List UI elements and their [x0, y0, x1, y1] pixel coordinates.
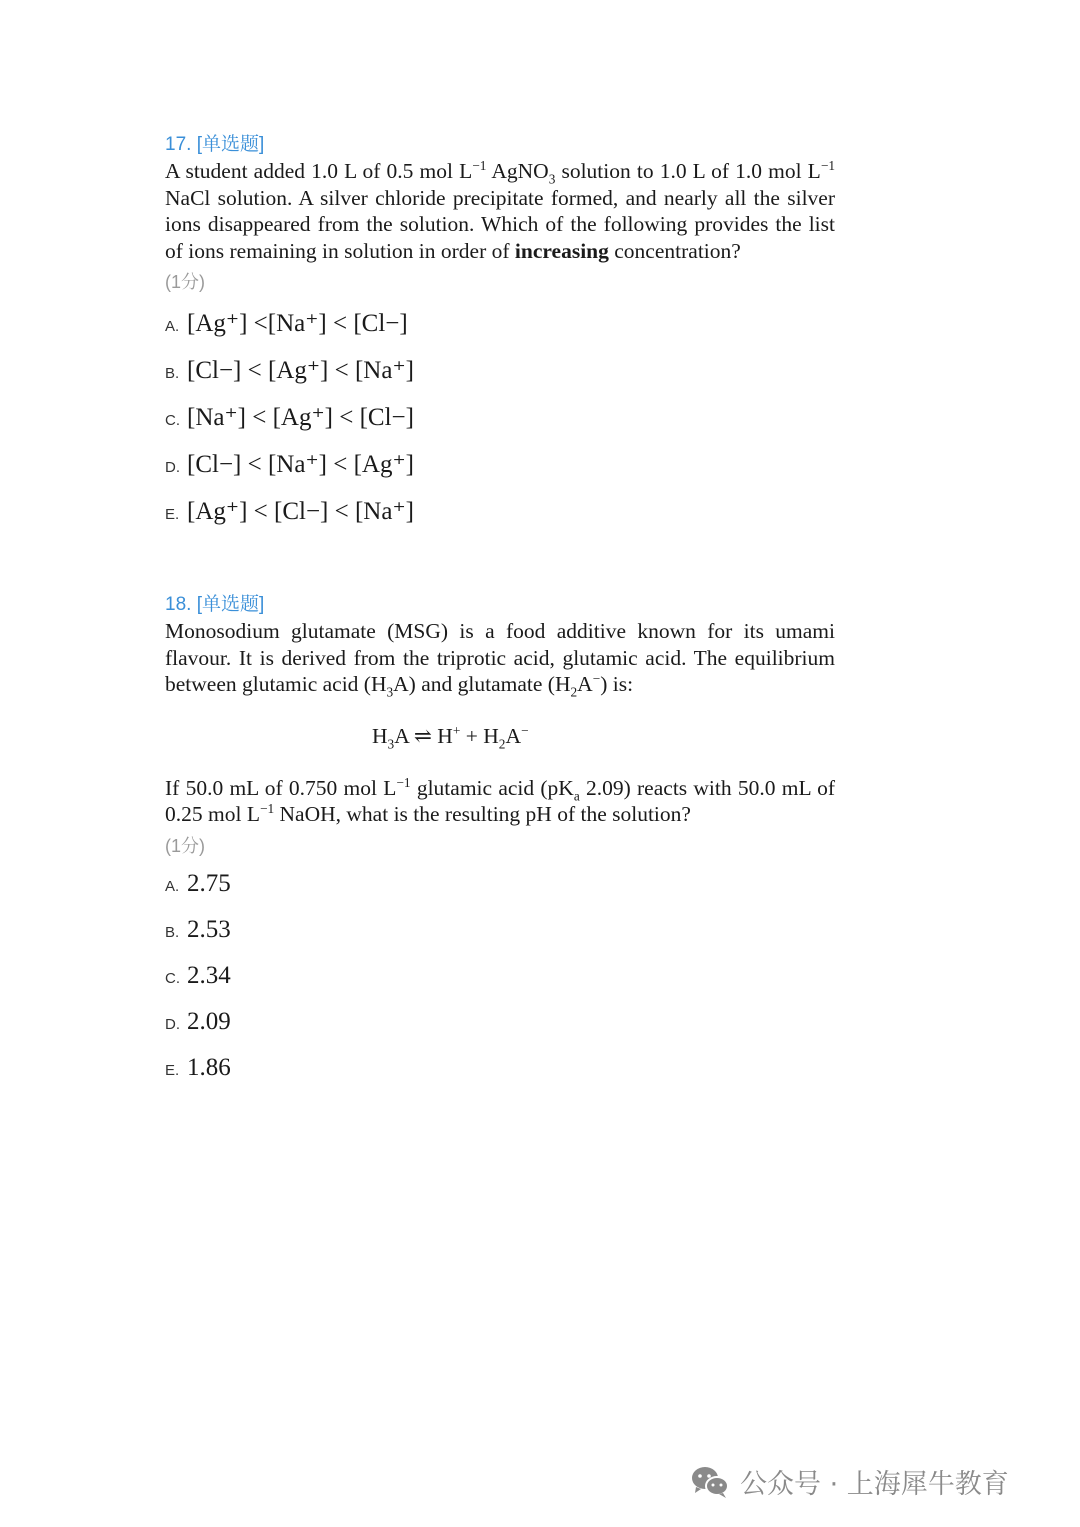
option-text: 2.34 [187, 961, 231, 989]
option-text: [Ag⁺] < [Cl−] < [Na⁺] [187, 498, 414, 525]
option-letter: D. [165, 459, 180, 476]
option-18-c[interactable] [165, 962, 835, 1008]
equilibrium-equation: $H_3A$ ⇌ $H^+ + H_2A^-$ [372, 722, 529, 751]
option-letter: E. [165, 1061, 180, 1079]
wechat-icon [690, 1464, 730, 1500]
question-18 [165, 593, 835, 1100]
option-text: [Ag⁺] <[Na⁺] < [Cl−] [187, 310, 408, 337]
option-18-a[interactable] [165, 870, 835, 916]
wechat-footer [690, 1462, 1009, 1501]
option-18-e[interactable] [165, 1054, 835, 1100]
question-18-options [165, 870, 835, 1100]
footer-text: 公众号 · 上海犀牛教育 [740, 1469, 1009, 1500]
question-18-score: (1分) [165, 835, 205, 856]
option-text: [Na⁺] < [Ag⁺] < [Cl−] [187, 404, 414, 431]
question-18-text: Monosodium glutamate (MSG) is a food additive known for its umami flavour. It is derived from the triprotic acid, glutamic acid. The equilibrium between glutamic acid $(H_3A)$ and glutamate $(H_2A^-)$ is: [165, 619, 835, 700]
option-letter: B. [165, 365, 180, 382]
option-text: 2.09 [187, 1007, 231, 1035]
option-18-d[interactable] [165, 1008, 835, 1054]
option-text: 2.75 [187, 869, 231, 897]
question-17-text: A student added 1.0 L of 0.5 mol $L^{-1}$ AgNO$_3$ solution to 1.0 L of 1.0 mol $L^{-1}$ NaCl solution. A silver chloride precipitate formed, and nearly all the silver ions disappeared from the solution. Which of the following provides the list of ions remaining in solution in order of increasing concentration? [165, 157, 835, 263]
option-17-a[interactable] [165, 308, 835, 355]
option-17-d[interactable] [165, 449, 835, 496]
option-text: [Cl−] < [Na⁺] < [Ag⁺] [187, 451, 414, 478]
option-letter: C. [165, 412, 180, 429]
option-17-e[interactable] [165, 496, 835, 543]
question-18-prompt: If 50.0 mL of 0.750 mol $L^{-1}$ glutamic acid ($pK_a$ 2.09) reacts with 50.0 mL of 0.25 mol $L^{-1}$ NaOH, what is the resulting pH of the solution? [165, 774, 835, 826]
option-text: [Cl−] < [Ag⁺] < [Na⁺] [187, 357, 414, 384]
question-17 [165, 133, 835, 543]
option-letter: C. [165, 969, 180, 987]
option-text: 1.86 [187, 1053, 231, 1081]
option-17-c[interactable] [165, 402, 835, 449]
option-letter: E. [165, 506, 180, 523]
option-17-b[interactable] [165, 355, 835, 402]
option-18-b[interactable] [165, 916, 835, 962]
option-letter: A. [165, 318, 180, 335]
option-letter: B. [165, 923, 180, 941]
question-17-options [165, 308, 835, 543]
option-text: 2.53 [187, 915, 231, 943]
question-17-header: 17. [单选题] [165, 134, 265, 155]
option-letter: D. [165, 1015, 180, 1033]
question-17-score: (1分) [165, 272, 205, 292]
question-18-header: 18. [单选题] [165, 594, 265, 615]
option-letter: A. [165, 877, 180, 895]
